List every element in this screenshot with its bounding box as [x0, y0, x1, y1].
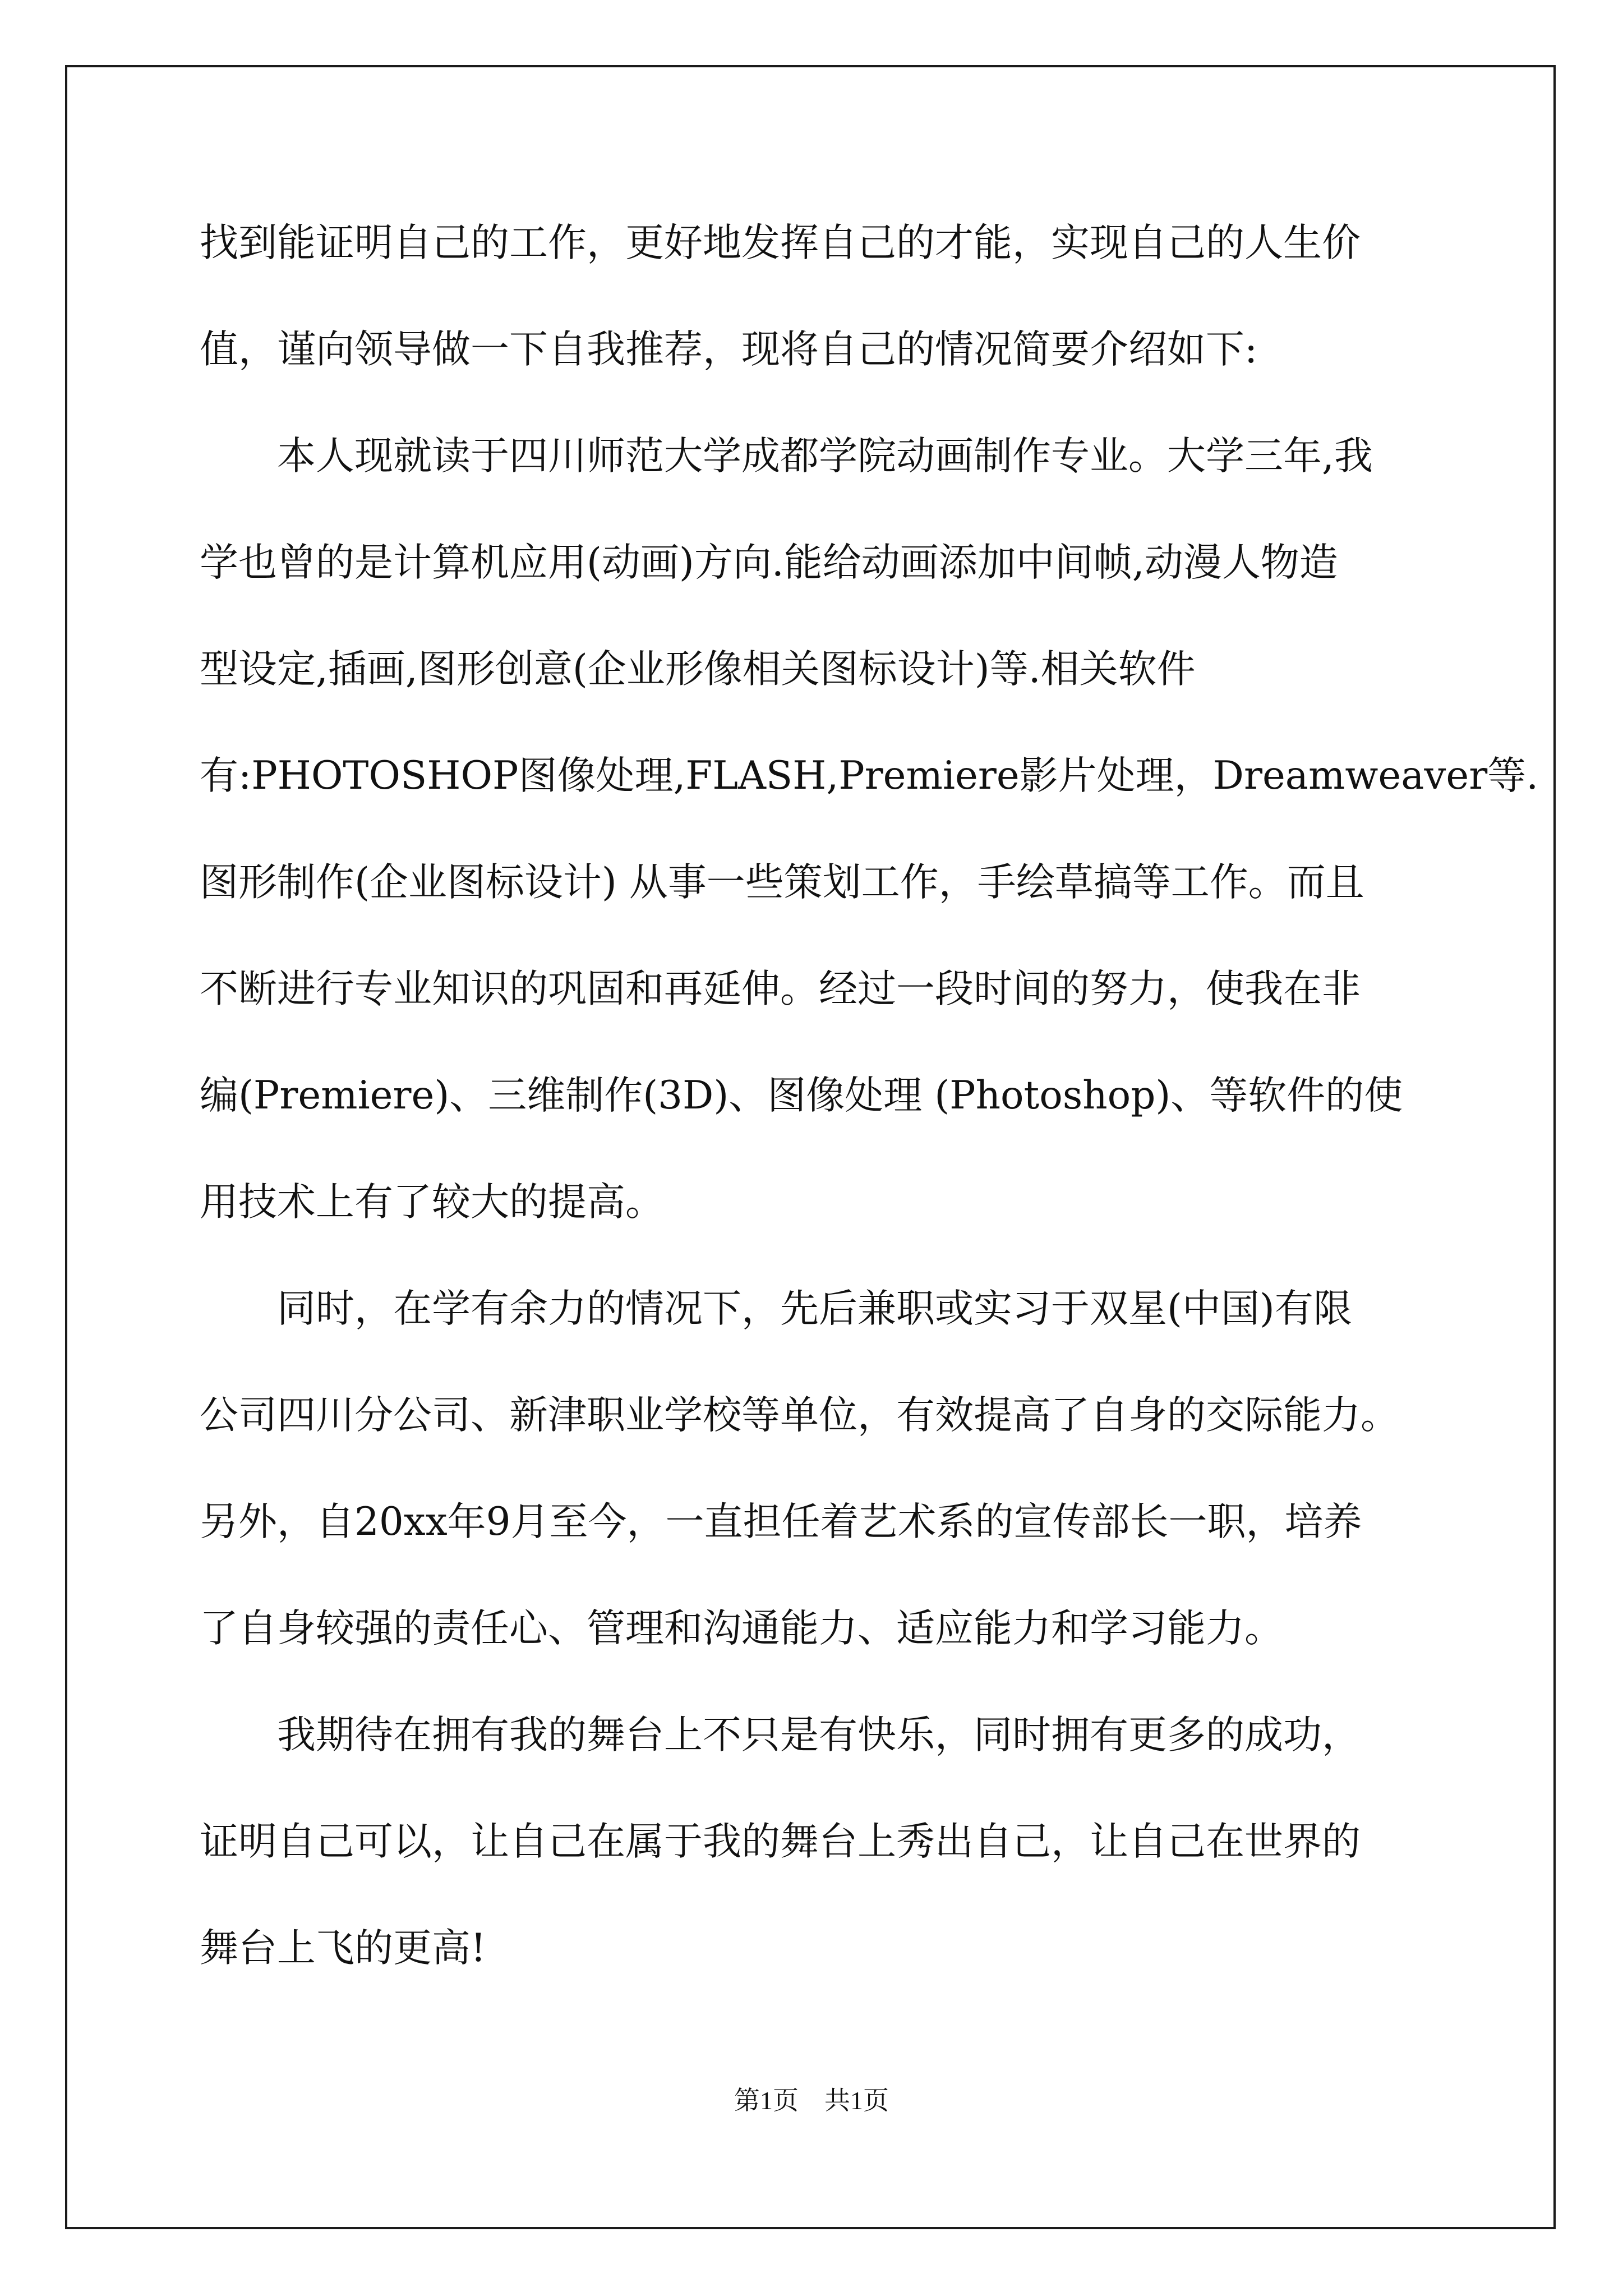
text-line: 型设定,插画,图形创意(企业形像相关图标设计)等.相关软件 [200, 647, 1196, 692]
text-line: 另外，自20xx年9月至今，一直担任着艺术系的宣传部长一职，培养 [200, 1499, 1362, 1544]
text-line: 值，谨向领导做一下自我推荐，现将自己的情况简要介绍如下: [200, 327, 1258, 372]
text-line: 了自身较强的责任心、管理和沟通能力、适应能力和学习能力。 [200, 1606, 1283, 1651]
text-line: 同时，在学有余力的情况下，先后兼职或实习于双星(中国)有限 [200, 1286, 1352, 1331]
text-line: 找到能证明自己的工作，更好地发挥自己的才能，实现自己的人生价 [200, 220, 1361, 265]
text-line: 公司四川分公司、新津职业学校等单位，有效提高了自身的交际能力。 [200, 1393, 1399, 1438]
text-line: 编(Premiere)、三维制作(3D)、图像处理 (Photoshop)、等软件的使 [200, 1073, 1403, 1118]
page-number-footer: 第1页 共1页 [734, 2086, 889, 2115]
text-line: 本人现就读于四川师范大学成都学院动画制作专业。大学三年,我 [200, 434, 1373, 478]
text-line: 不断进行专业知识的巩固和再延伸。经过一段时间的努力，使我在非 [200, 967, 1361, 1011]
text-line: 学也曾的是计算机应用(动画)方向.能给动画添加中间帧,动漫人物造 [200, 540, 1338, 585]
text-line: 图形制作(企业图标设计) 从事一些策划工作，手绘草搞等工作。而且 [200, 860, 1364, 905]
text-line: 我期待在拥有我的舞台上不只是有快乐，同时拥有更多的成功， [200, 1713, 1361, 1757]
text-line: 用技术上有了较大的提高。 [200, 1180, 664, 1225]
page-border [65, 65, 1556, 2229]
text-line: 有:PHOTOSHOP图像处理,FLASH,Premiere影片处理，Dreamweaver等. [200, 753, 1539, 798]
text-line: 舞台上飞的更高! [200, 1926, 486, 1971]
text-line: 证明自己可以，让自己在属于我的舞台上秀出自己，让自己在世界的 [200, 1819, 1361, 1864]
